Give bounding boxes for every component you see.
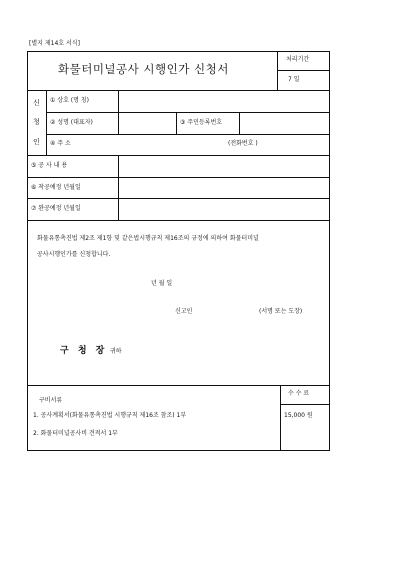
phone-label: (전화번호 ) [228, 140, 258, 147]
representative-name-field[interactable] [119, 113, 175, 134]
start-date-label: ⑥ 착공예정 년월일 [31, 184, 81, 191]
processing-row-line [277, 70, 330, 71]
document-item-1: 1. 공사계획서(화물유통촉진법 시행규칙 제16조 참조) 1부 [33, 412, 187, 419]
applicant-side-char-3: 인 [33, 138, 40, 146]
work-content-label: ⑤ 공 사 내 용 [31, 162, 68, 169]
trade-name-label: ① 상호 (명 칭) [50, 97, 89, 104]
processing-period-value: 7 일 [288, 76, 300, 83]
statement-line-2: 공사시행인가를 신청합니다. [37, 251, 111, 258]
start-date-field[interactable] [119, 178, 329, 198]
fee-divider [280, 385, 281, 451]
form-title: 화물터미널공사 시행인가 신청서 [58, 62, 229, 76]
end-date-field[interactable] [119, 199, 329, 220]
applicant-sign-label: 신고인 [175, 308, 193, 315]
recipient-title: 구 청 장 [60, 346, 108, 356]
fee-label: 수 수 료 [288, 390, 310, 397]
seal-label: (서명 또는 도장) [259, 308, 303, 315]
applicant-side-char-2: 청 [33, 118, 40, 126]
documents-title: 구비서류 [39, 397, 63, 404]
processing-period-label: 처리기간 [286, 56, 310, 63]
work-content-field[interactable] [119, 156, 329, 177]
applicant-side-char-1: 신 [33, 99, 40, 107]
form-number-tag: [별지 제14호 서식] [29, 40, 80, 47]
representative-name-label: ② 성명 (대표자) [50, 119, 93, 126]
applicant-side-divider [46, 90, 47, 155]
applicant-sign-field[interactable] [205, 302, 255, 318]
resident-no-label: ③ 주민등록번호 [180, 119, 223, 126]
recipient-suffix: 귀하 [110, 348, 122, 355]
trade-name-field[interactable] [119, 91, 329, 112]
address-label: ④ 주 소 [50, 140, 71, 147]
documents-top-line [27, 385, 330, 386]
statement-line-1: 화물유통촉진법 제2조 제1항 및 같은법시행규칙 제16조의 규정에 의하여 화물터미널 [37, 235, 259, 242]
resident-no-left-divider [176, 112, 177, 134]
end-date-label: ⑦ 완공예정 년월일 [31, 205, 81, 212]
row-line-6 [27, 220, 330, 221]
resident-no-field[interactable] [240, 113, 329, 134]
fee-row-line [280, 404, 330, 405]
document-item-2: 2. 화물터미널공사비 견적서 1부 [33, 430, 118, 437]
address-field[interactable] [119, 135, 329, 155]
date-line: 년 월 일 [151, 280, 173, 287]
fee-amount: 15,000 원 [284, 412, 313, 419]
